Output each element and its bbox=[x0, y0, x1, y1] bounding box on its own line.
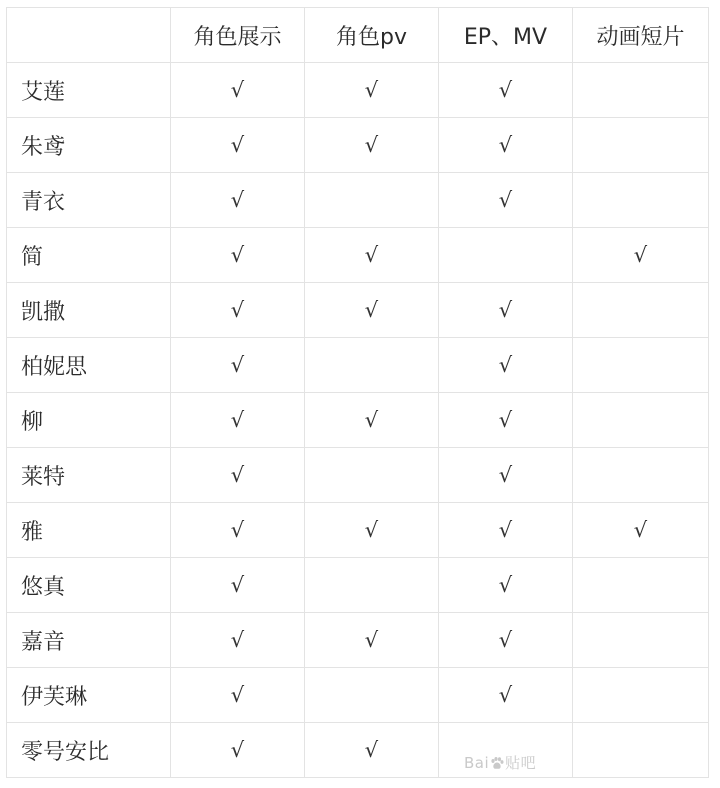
table-row bbox=[7, 63, 709, 118]
character-name: 艾莲 bbox=[7, 63, 171, 118]
check-mark: √ bbox=[305, 503, 439, 558]
check-mark: √ bbox=[305, 613, 439, 668]
character-name: 嘉音 bbox=[7, 613, 171, 668]
table-row bbox=[7, 668, 709, 723]
check-mark bbox=[573, 668, 709, 723]
table-row bbox=[7, 173, 709, 228]
character-name: 雅 bbox=[7, 503, 171, 558]
check-mark: √ bbox=[171, 613, 305, 668]
check-mark bbox=[573, 613, 709, 668]
check-mark bbox=[305, 668, 439, 723]
check-mark: √ bbox=[439, 503, 573, 558]
check-mark: √ bbox=[305, 723, 439, 778]
check-mark: √ bbox=[439, 558, 573, 613]
watermark-text-before: Bai bbox=[464, 754, 490, 772]
table-row bbox=[7, 118, 709, 173]
header-cell-character bbox=[7, 8, 171, 63]
check-mark: √ bbox=[305, 63, 439, 118]
check-mark: √ bbox=[305, 393, 439, 448]
feature-table bbox=[6, 7, 709, 778]
check-mark: √ bbox=[171, 173, 305, 228]
character-name: 柏妮思 bbox=[7, 338, 171, 393]
check-mark bbox=[305, 558, 439, 613]
character-name: 青衣 bbox=[7, 173, 171, 228]
check-mark bbox=[573, 283, 709, 338]
check-mark: √ bbox=[171, 503, 305, 558]
check-mark: √ bbox=[439, 283, 573, 338]
table-row bbox=[7, 558, 709, 613]
character-name: 零号安比 bbox=[7, 723, 171, 778]
check-mark: √ bbox=[439, 173, 573, 228]
table-row bbox=[7, 228, 709, 283]
check-mark bbox=[573, 723, 709, 778]
table-row bbox=[7, 503, 709, 558]
check-mark bbox=[305, 448, 439, 503]
check-mark: √ bbox=[439, 393, 573, 448]
check-mark: √ bbox=[439, 63, 573, 118]
check-mark bbox=[439, 228, 573, 283]
table-row bbox=[7, 393, 709, 448]
check-mark: √ bbox=[305, 118, 439, 173]
table-row bbox=[7, 338, 709, 393]
check-mark bbox=[573, 173, 709, 228]
header-cell-ep-mv: EP、MV bbox=[439, 8, 573, 63]
character-name: 凯撒 bbox=[7, 283, 171, 338]
character-name: 朱鸢 bbox=[7, 118, 171, 173]
check-mark: √ bbox=[439, 338, 573, 393]
check-mark: √ bbox=[305, 283, 439, 338]
check-mark: √ bbox=[171, 723, 305, 778]
check-mark bbox=[305, 173, 439, 228]
check-mark: √ bbox=[573, 228, 709, 283]
table-row bbox=[7, 613, 709, 668]
check-mark: √ bbox=[171, 338, 305, 393]
check-mark: √ bbox=[171, 448, 305, 503]
watermark-text-after: 贴吧 bbox=[505, 754, 537, 772]
check-mark: √ bbox=[439, 668, 573, 723]
table-row bbox=[7, 448, 709, 503]
check-mark: √ bbox=[573, 503, 709, 558]
check-mark: √ bbox=[305, 228, 439, 283]
check-mark bbox=[573, 338, 709, 393]
check-mark: √ bbox=[171, 393, 305, 448]
character-name: 莱特 bbox=[7, 448, 171, 503]
check-mark: √ bbox=[171, 118, 305, 173]
check-mark: √ bbox=[439, 448, 573, 503]
check-mark bbox=[573, 393, 709, 448]
header-row bbox=[7, 8, 709, 63]
check-mark: √ bbox=[171, 228, 305, 283]
check-mark bbox=[573, 63, 709, 118]
header-cell-character-showcase: 角色展示 bbox=[171, 8, 305, 63]
character-name: 伊芙琳 bbox=[7, 668, 171, 723]
character-name: 简 bbox=[7, 228, 171, 283]
check-mark bbox=[573, 558, 709, 613]
check-mark: √ bbox=[171, 668, 305, 723]
character-name: 柳 bbox=[7, 393, 171, 448]
check-mark bbox=[305, 338, 439, 393]
check-mark: √ bbox=[171, 63, 305, 118]
check-mark: √ bbox=[439, 613, 573, 668]
header-cell-character-pv: 角色pv bbox=[305, 8, 439, 63]
header-cell-animated-short: 动画短片 bbox=[573, 8, 709, 63]
paw-icon bbox=[490, 756, 504, 770]
table-row bbox=[7, 283, 709, 338]
check-mark bbox=[573, 448, 709, 503]
check-mark: √ bbox=[171, 558, 305, 613]
check-mark: √ bbox=[439, 118, 573, 173]
table-row bbox=[7, 723, 709, 778]
character-name: 悠真 bbox=[7, 558, 171, 613]
check-mark: √ bbox=[171, 283, 305, 338]
check-mark bbox=[573, 118, 709, 173]
baidu-tieba-watermark bbox=[464, 752, 536, 773]
